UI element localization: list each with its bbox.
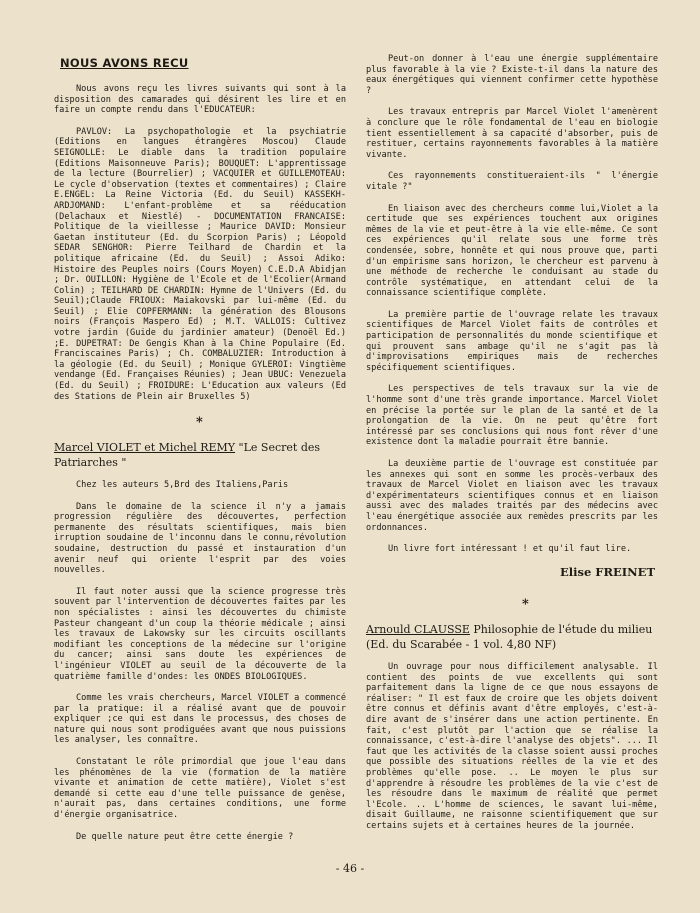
review-paragraph: Comme les vrais chercheurs, Marcel VIOLET a commencé par la pratique: il a réalisé avant que de pouvoir expliquer ;ce qui est dans le processus, des choses de nature qui nous sont prodiguées avant que nous puissions les analyser, les connaître.	[54, 693, 346, 746]
left-column	[54, 84, 346, 413]
right-column	[366, 54, 658, 566]
review-book-title: Philosophie de l'étude du milieu (Ed. du Scarabée - 1 vol. 4,80 NF)	[366, 623, 653, 651]
review-paragraph: Peut-on donner à l'eau une énergie supplémentaire plus favorable à la vie ? Existe-t-il dans la nature des eaux énergétiques qui viennent confirmer cette hypothèse ?	[366, 54, 658, 96]
review-book-title: "Le Secret des Patriarches "	[54, 441, 321, 469]
review-paragraph: Un ouvrage pour nous difficilement analysable. Il contient des points de vue excellents qui sont parfaitement dans la ligne de ce que nous essayons de réaliser: " Il est faux de croire que les objets doivent être connus et définis avant d'être employés, c'est-à-dire avant de s'insérer dans une action pertinente. En fait, c'est plutôt par l'action que se réalise la connaissance, c'est-à-dire l'analyse des objets". ... Il faut que les activités de la classe soient aussi proches que possible des situations réelles de la vie et des problèmes qu'elle pose. .. Le moyen le plus sur d'apprendre à résoudre les problèmes de la vie c'est de les résoudre dans le maximum de réalité que permet l'Ecole. .. L'homme de sciences, le savant lui-même, disait Guillaume, ne raisonne scientifiquement que sur certains sujets et à certaines heures de la journée.	[366, 662, 658, 831]
review-authors: Marcel VIOLET et Michel REMY	[54, 441, 236, 454]
review-paragraph: Il faut noter aussi que la science progresse très souvent par l'intervention de découvertes faites par les non spécialistes : ainsi les découvertes du chimiste Pasteur changeant d'un coup la théorie médicale ; ainsi les travaux de Lakowsky sur les circuits oscillants modifiant les conceptions de la médecine sur l'origine du cancer; ainsi sans doute les expériences de l'ingénieur VIOLET au seuil de la découverte de la quatrième famille d'ondes: les ONDES BIOLOGIQUES.	[54, 586, 346, 682]
review-paragraph: Les perspectives de tels travaux sur la vie de l'homme sont d'une très grande importance. Marcel Violet en précise la portée sur le plan de la santé et de la prolongation de la vie. On ne peut qu'être fort intéressé par ses conclusions qui nous font rêver d'une existence dont la maladie pourrait être bannie.	[366, 384, 658, 448]
review-paragraph: De quelle nature peut être cette énergie ?	[76, 831, 294, 842]
review-paragraph: La première partie de l'ouvrage relate les travaux scientifiques de Marcel Violet faits de contrôles et participation de personnalités du monde scientifique et qui prouvent sans ambage qu'il ne s'agit pas là d'improvisations empiriques mais de recherches spécifiquement scientifiques.	[366, 309, 658, 373]
review-author: Arnould CLAUSSE	[366, 623, 470, 636]
separator-star: *	[196, 415, 203, 430]
review-paragraph: Dans le domaine de la science il n'y a jamais progression régulière des découvertes, perfection permanente des résultats scientifiques, mais bien irruption soudaine de l'inconnu dans le connu,révolution soudaine, destruction du passé et instauration d'un avenir neuf qui oriente l'esprit par des voies nouvelles.	[54, 501, 346, 576]
review-paragraph: En liaison avec des chercheurs comme lui,Violet a la certitude que ses expériences touchent aux origines mêmes de la vie et peut-être à la vie elle-même. Ce sont ces expériences qu'il relate sous une forme très condensée, sobre, honnête et qui nous prouve que, parti d'un empirisme sans horizon, le chercheur est parvenu à une méthode de recherche le conduisant au stade du contrôle systématique, en attendant celui de la connaissance scientifique complète.	[366, 203, 658, 299]
signature-elise-freinet: Elise FREINET	[560, 565, 655, 579]
intro-paragraph: Nous avons reçu les livres suivants qui sont à la disposition des camarades qui désirent les lire et en faire un compte rendu dans l'EDUCATEUR:	[54, 84, 346, 116]
left-column-review	[54, 440, 346, 853]
page-number: - 46 -	[335, 862, 365, 875]
review-title-clausse	[366, 622, 658, 652]
review-paragraph: Un livre fort intéressant ! et qu'il faut lire.	[388, 544, 632, 555]
separator-star: *	[522, 597, 529, 612]
review-paragraph: Constatant le rôle primordial que joue l'eau dans les phénomènes de la vie (formation de la matière vivante et animation de cette matière), Violet s'est demandé si cette eau d'une telle puissance de genèse, n'aurait pas, dans certaines conditions, une forme d'énergie organisatrice.	[54, 757, 346, 821]
review-title-violet	[54, 440, 346, 470]
book-list: PAVLOV: La psychopathologie et la psychiatrie (Editions en langues étrangères Moscou) Claude SEIGNOLLE: Le diable dans la tradition populaire (Editions Maisonneuve Paris); BOUQUET: L'apprentissage de la lecture (Bourrelier) ; VACQUIER et GUILLEMOTEAU: Le cycle d'observation (textes et commentaires) ; Claire E.ENGEL: La Reine Victoria (Ed. du Seuil) KASSEKH-ARDJOMAND: L'enfant-problème et sa rééducation (Delachaux et Niestlé) - DOCUMENTATION FRANCAISE: Politique de la vieillesse ; Maurice DAVID: Monsieur Gaetan instituteur (Ed. du Scorpion Paris) ; Léopold SEDAR SENGHOR: Pierre Teilhard de Chardin et la politique africaine (Ed. du Seuil) ; Assoi Adiko: Histoire des Peuples noirs (Cours Moyen) C.E.D.A Abidjan ; Dr. OUILLON: Hygiène de l'Ecole et de l'Ecolier(Armand Colin) ; TEILHARD DE CHARDIN: Hymne de l'Univers (Ed. du Seuil);Claude FRIOUX: Maiakovski par lui-même (Ed. du Seuil) ; Elie COPFERMANN: la génération des Blousons noirs (François Maspero Ed) ; M.T. VALLOIS: Cultivez votre jardin (Guide du jardinier amateur) (Denoël Ed.) ;E. DUPETRAT: De Gengis Khan à la Chine Populaire (Ed. Franciscaines Paris) ; Ch. COMBALUZIER: Introduction à la géologie (Ed. du Seuil) ; Monique GYLEROI: Vingtième vendange (Ed. Françaises Réunies) ; Jean UBUC: Venezuela (Ed. du Seuil) ; FROIDURE: L'Education aux valeurs (Ed des Stations de Plein air Bruxelles 5)	[54, 126, 346, 402]
section-heading-nous-avons-recu: NOUS AVONS RECU	[60, 56, 189, 70]
review-paragraph: Les travaux entrepris par Marcel Violet l'amenèrent à conclure que le rôle fondamental de l'eau en biologie tient essentiellement à sa capacité d'absorber, puis de restituer, certains rayonnements favorables à la matière vivante.	[366, 107, 658, 160]
publisher-line: Chez les auteurs 5,Brd des Italiens,Paris	[76, 480, 289, 490]
review-paragraph: La deuxième partie de l'ouvrage est constituée par les annexes qui sont en somme les procès-verbaux des travaux de Marcel Violet en liaison avec les travaux d'expérimentateurs scientifiques connus et en liaison aussi avec des malades traités par des médecins avec l'eau énergétique associée aux remèdes prescrits par les ordonnances.	[366, 459, 658, 533]
right-column-review	[366, 622, 658, 843]
review-paragraph: Ces rayonnements constitueraient-ils " l'énergie vitale ?"	[366, 171, 658, 192]
